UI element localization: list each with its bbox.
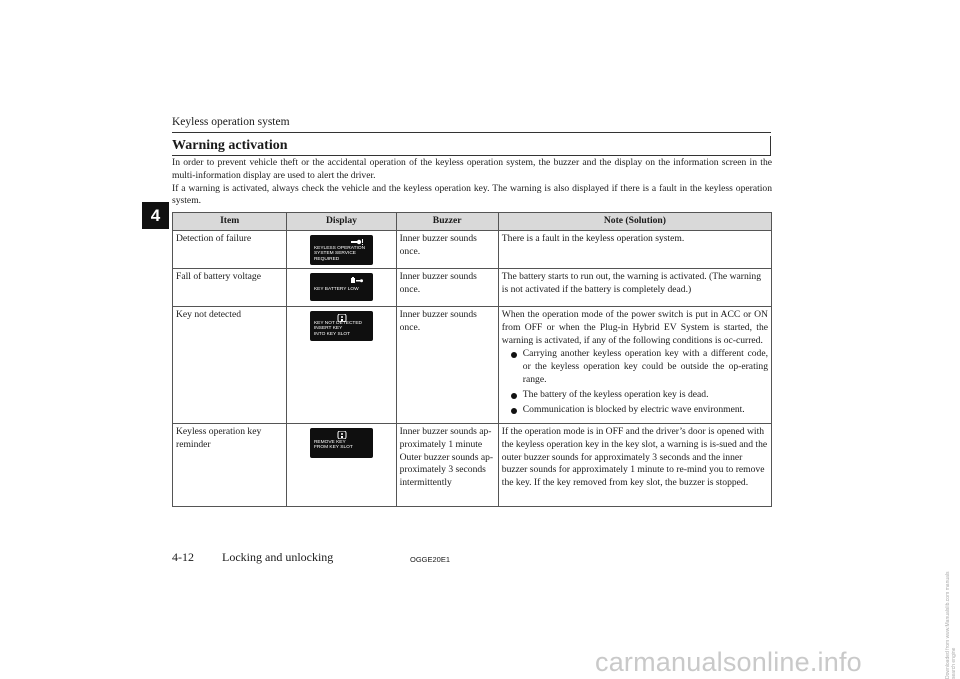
note-cell: The battery starts to run out, the warning is activated. (The warning is not activated if the battery is completely dead.) xyxy=(498,269,771,307)
display-cell xyxy=(287,424,396,507)
list-item: Communication is blocked by electric wave environment. xyxy=(502,404,768,417)
display-line: KEY BATTERY LOW xyxy=(313,287,359,292)
intro-text xyxy=(172,157,772,208)
display-cell xyxy=(287,269,396,307)
display-screen xyxy=(310,428,373,458)
note-text: When the operation mode of the power switch is put in ACC or ON from OFF or when the Plug-in Hybrid EV System is started, the warning is activated, if any of the following conditions is oc-curred. xyxy=(501,309,768,346)
table-row xyxy=(173,269,772,307)
intro-paragraph-2: If a warning is activated, always check the vehicle and the keyless operation key. The warning is also displayed if there is a fault in the keyless operation system. xyxy=(172,182,772,207)
display-screen xyxy=(310,311,373,341)
header-item: Item xyxy=(173,213,287,231)
table-row xyxy=(173,307,772,424)
intro-paragraph-1: In order to prevent vehicle theft or the accidental operation of the keyless operation system, the buzzer and the display on the information screen in the multi-information display are used to alert the driver. xyxy=(172,157,772,181)
item-cell: Detection of failure xyxy=(173,231,287,269)
key-fob-icon xyxy=(336,431,348,439)
display-cell xyxy=(287,307,396,424)
buzzer-cell: Inner buzzer sounds once. xyxy=(396,231,498,269)
display-line: FROM KEY SLOT xyxy=(313,445,353,451)
display-cell xyxy=(287,231,396,269)
note-cell: There is a fault in the keyless operation system. xyxy=(498,231,771,269)
display-line: INTO KEY SLOT xyxy=(313,331,351,337)
header-rule xyxy=(172,132,771,133)
warning-table xyxy=(172,212,772,507)
footer-section-title: Locking and unlocking xyxy=(222,550,334,564)
buzzer-cell: Inner buzzer sounds once. xyxy=(396,307,498,424)
display-screen xyxy=(310,235,373,265)
page-number: 4-12 xyxy=(172,550,194,564)
item-cell: Fall of battery voltage xyxy=(173,269,287,307)
buzzer-cell: Inner buzzer sounds ap-proximately 1 minute Outer buzzer sounds ap-proximately 3 seconds intermittently xyxy=(396,424,498,507)
condition-list xyxy=(502,348,768,416)
chapter-tab: 4 xyxy=(142,202,169,229)
title-rule-tick xyxy=(770,136,771,156)
section-title: Warning activation xyxy=(172,136,771,156)
buzzer-cell: Inner buzzer sounds once. xyxy=(396,269,498,307)
list-item: The battery of the keyless operation key is dead. xyxy=(502,389,768,402)
display-line: INSERT KEY xyxy=(313,326,343,332)
display-line: REMOVE KEY xyxy=(313,440,346,445)
display-line: SYSTEM SERVICE xyxy=(313,251,356,257)
table-row xyxy=(173,424,772,507)
note-cell xyxy=(498,307,771,424)
document-code: OGGE20E1 xyxy=(410,555,451,564)
side-source-mark: Downloaded from www.Manualslib.com manuals search engine xyxy=(945,571,957,679)
key-with-exclamation-icon xyxy=(351,238,363,246)
header-note: Note (Solution) xyxy=(498,213,771,231)
running-header: Keyless operation system xyxy=(172,116,290,128)
display-line: KEYLESS OPERATION xyxy=(313,246,366,251)
table-row xyxy=(173,231,772,269)
item-cell: Key not detected xyxy=(173,307,287,424)
header-display: Display xyxy=(287,213,396,231)
key-battery-icon xyxy=(351,276,363,284)
display-line: KEY NOT DETECTED xyxy=(313,321,363,326)
display-line: REQUIRED xyxy=(313,256,340,262)
header-buzzer: Buzzer xyxy=(396,213,498,231)
item-cell: Keyless operation key reminder xyxy=(173,424,287,507)
table-header-row xyxy=(173,213,772,231)
watermark: carmanualsonline.info xyxy=(595,647,862,677)
display-screen xyxy=(310,273,373,301)
key-fob-icon xyxy=(336,314,348,322)
list-item: Carrying another keyless operation key with a different code, or the keyless operation key could be outside the op-erating range. xyxy=(502,348,768,386)
note-cell: If the operation mode is in OFF and the driver’s door is opened with the keyless operation key in the key slot, a warning is is-sued and the outer buzzer sounds for approximately 3 seconds and the inner buzzer sounds for approximately 1 minute to re-mind you to remove the key. If the key removed from key slot, the buzzer is stopped. xyxy=(498,424,771,507)
